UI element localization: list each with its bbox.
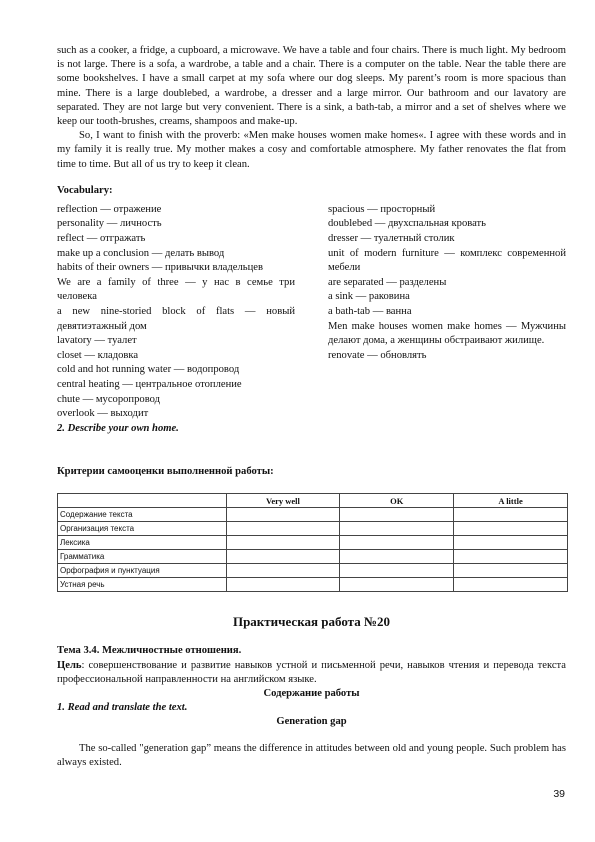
task-1-read-translate: 1. Read and translate the text. — [57, 702, 188, 714]
table-cell[interactable] — [226, 550, 340, 564]
table-row — [58, 564, 568, 578]
table-header-cell — [58, 494, 227, 508]
table-row — [58, 578, 568, 592]
table-cell[interactable] — [340, 536, 454, 550]
vocab-item: central heating — центральное отопление — [57, 378, 242, 390]
table-row — [58, 536, 568, 550]
goal-text: : совершенствование и развитие навыков устной и письменной речи, навыков чтения и перевода текста профессиональной направленности на английском языке. — [57, 659, 566, 685]
table-cell[interactable] — [226, 522, 340, 536]
vocab-item: personality — личность — [57, 218, 162, 230]
table-cell[interactable] — [454, 578, 568, 592]
table-row — [58, 550, 568, 564]
table-cell[interactable] — [226, 508, 340, 522]
criterion-label: Грамматика — [58, 550, 227, 564]
criterion-label: Устная речь — [58, 578, 227, 592]
vocab-item: habits of their owners — привычки владельцев — [57, 262, 263, 274]
vocab-item: make up a conclusion — делать вывод — [57, 247, 225, 259]
table-header-cell: OK — [340, 494, 454, 508]
table-header-cell: Very well — [226, 494, 340, 508]
criterion-label: Лексика — [58, 536, 227, 550]
text-paragraph: The so-called "generation gap” means the difference in attitudes between old and young people. Such problem has always existed. — [57, 742, 566, 768]
vocabulary-list — [57, 203, 566, 437]
vocab-item: a new nine-storied block of flats — новый девятиэтажный дом — [57, 305, 295, 332]
goal-paragraph — [57, 659, 566, 687]
table-cell[interactable] — [454, 522, 568, 536]
vocab-item: We are a family of three — у нас в семье три человека — [57, 276, 295, 303]
table-cell[interactable] — [454, 536, 568, 550]
table-cell[interactable] — [454, 550, 568, 564]
table-cell[interactable] — [226, 578, 340, 592]
vocab-item: lavatory — туалет — [57, 335, 137, 347]
table-cell[interactable] — [340, 550, 454, 564]
vocabulary-title: Vocabulary: — [57, 184, 113, 196]
vocab-item: Men make houses women make homes — Мужчины делают дома, а женщины обстраивают жилище. — [328, 320, 566, 347]
practical-work-heading: Практическая работа №20 — [232, 614, 391, 630]
table-cell[interactable] — [226, 536, 340, 550]
criterion-label: Содержание текста — [58, 508, 227, 522]
vocab-item: a sink — раковина — [328, 291, 410, 303]
table-cell[interactable] — [454, 564, 568, 578]
vocab-item: renovate — обновлять — [328, 349, 427, 361]
criterion-label: Орфография и пунктуация — [58, 564, 227, 578]
criterion-label: Организация текста — [58, 522, 227, 536]
document-page — [57, 44, 566, 770]
task-2-describe-home: 2. Describe your own home. — [57, 422, 179, 434]
vocab-item: are separated — разделены — [328, 276, 447, 288]
vocabulary-left-column — [57, 203, 295, 437]
page-number: 39 — [553, 788, 565, 800]
vocab-item: a bath-tab — ванна — [328, 305, 412, 317]
self-assessment-table — [57, 493, 568, 592]
table-cell[interactable] — [340, 522, 454, 536]
table-cell[interactable] — [340, 578, 454, 592]
table-cell[interactable] — [454, 508, 568, 522]
vocab-item: cold and hot running water — водопровод — [57, 364, 240, 376]
topic-line: Тема 3.4. Межличностные отношения. — [57, 645, 242, 657]
vocab-item: doublebed — двухспальная кровать — [328, 218, 487, 230]
text-title: Generation gap — [276, 716, 347, 728]
vocab-item: spacious — просторный — [328, 203, 436, 215]
vocab-item: chute — мусоропровод — [57, 393, 160, 405]
vocab-item: reflection — отражение — [57, 203, 162, 215]
vocab-item: unit of modern furniture — комплекс современной мебели — [328, 247, 566, 274]
vocab-item: reflect — отгражать — [57, 233, 146, 245]
criteria-title: Критерии самооценки выполненной работы: — [57, 466, 274, 478]
table-header-row — [58, 494, 568, 508]
table-cell[interactable] — [340, 564, 454, 578]
table-row — [58, 508, 568, 522]
table-cell[interactable] — [340, 508, 454, 522]
intro-paragraph-2: So, I want to finish with the proverb: «Men make houses women make homes«. I agree with these words and in my family it is really true. My mother makes a cosy and comfortable atmosphere. My father renovates the flat from time to time. But all of us try to keep it clean. — [57, 130, 566, 170]
goal-label: Цель — [57, 659, 82, 671]
vocab-item: dresser — туалетный столик — [328, 233, 455, 245]
vocabulary-right-column — [328, 203, 566, 437]
content-heading: Содержание работы — [263, 687, 360, 699]
table-row — [58, 522, 568, 536]
table-header-cell: A little — [454, 494, 568, 508]
vocab-item: overlook — выходит — [57, 408, 149, 420]
vocab-item: closet — кладовка — [57, 349, 139, 361]
intro-paragraph-1: such as a cooker, a fridge, a cupboard, a microwave. We have a table and four chairs. There is much light. My bedroom is not large. There is a sofa, a wardrobe, a table and a chair. There is a computer on the table. Near the table there are some bookshelves. I have a small carpet at my sofa where our dog sleeps. My parent’s room is more spacious than mine. There is a large doublebed, a wardrobe, a dresser and a large mirror. Our bathroom and our lavatory are separated. They are not large but very convenient. There is a sink, a bath-tab, a mirror and a set of shelves where we keep our tooth-brushes, creams, shampoos and make-up. — [57, 45, 566, 128]
table-cell[interactable] — [226, 564, 340, 578]
